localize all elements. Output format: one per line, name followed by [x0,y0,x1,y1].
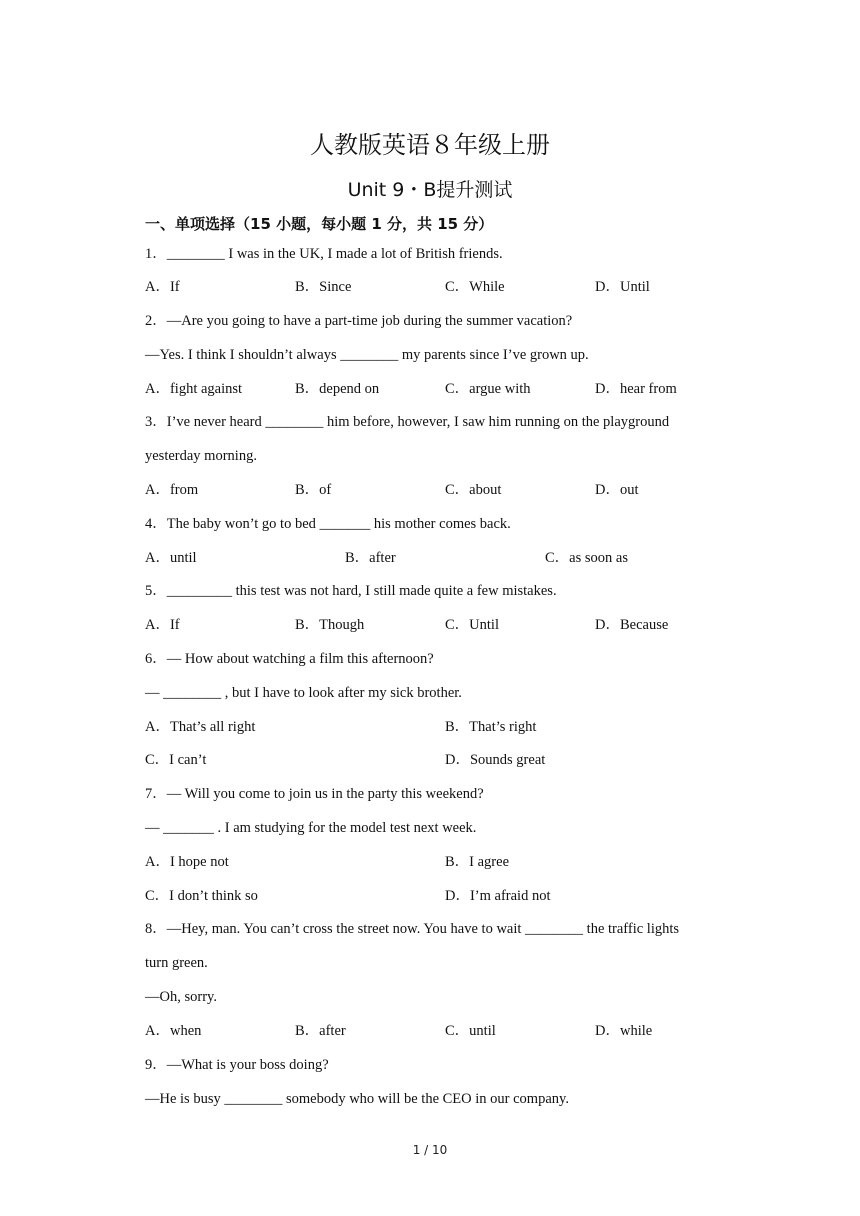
question-7-stem-line2: — _______ . I am studying for the model test next week. [145,820,477,836]
question-9-stem-line2: —He is busy ________ somebody who will be the CEO in our company. [145,1091,569,1107]
question-8-option-b: B．after [295,1023,346,1039]
question-3-stem: 3．I’ve never heard ________ him before, however, I saw him running on the playground [145,414,670,430]
question-2-stem: 2．—Are you going to have a part-time job during the summer vacation? [145,313,573,329]
question-3-option-d: D．out [595,482,639,498]
question-1-option-c: C．While [445,279,505,295]
question-3-option-c: C．about [445,482,502,498]
question-5-option-d: D．Because [595,617,669,633]
question-5-stem: 5．_________ this test was not hard, I still made quite a few mistakes. [145,583,557,599]
question-6-option-a: A．That’s all right [145,719,256,735]
question-8-stem-line2: turn green. [145,955,208,971]
question-5-option-a: A．If [145,617,180,633]
question-9-stem: 9．—What is your boss doing? [145,1057,329,1073]
question-8-option-c: C．until [445,1023,496,1039]
question-8-option-d: D．while [595,1023,653,1039]
question-5-option-c: C．Until [445,617,499,633]
question-8-stem: 8．—Hey, man. You can’t cross the street now. You have to wait ________ the traffic lights [145,921,680,937]
question-4-stem: 4．The baby won’t go to bed _______ his mother comes back. [145,516,511,532]
section-heading: 一、单项选择（15 小题，每小题 1 分，共 15 分） [145,215,494,233]
page-subtitle: Unit 9・B提升测试 [347,179,513,201]
question-8-option-a: A．when [145,1023,202,1039]
question-7-stem: 7．— Will you come to join us in the party this weekend? [145,786,484,802]
question-2-option-c: C．argue with [445,381,531,397]
page-number: 1 / 10 [412,1143,448,1157]
question-2-option-a: A．fight against [145,381,243,397]
question-6-option-d: D．Sounds great [445,752,546,768]
question-3-option-a: A．from [145,482,199,498]
question-4-option-a: A．until [145,550,197,566]
question-2-option-d: D．hear from [595,381,677,397]
question-6-stem-line2: — ________ , but I have to look after my sick brother. [145,685,462,701]
question-3-option-b: B．of [295,482,332,498]
question-2-option-b: B．depend on [295,381,380,397]
question-8-stem-line3: —Oh, sorry. [145,989,217,1005]
question-4-option-b: B．after [345,550,396,566]
question-6-stem: 6．— How about watching a film this afternoon? [145,651,434,667]
question-1-option-b: B．Since [295,279,352,295]
question-6-option-c: C．I can’t [145,752,207,768]
question-3-stem-line2: yesterday morning. [145,448,257,464]
question-2-stem-line2: —Yes. I think I shouldn’t always ________ my parents since I’ve grown up. [145,347,589,363]
question-4-option-c: C．as soon as [545,550,628,566]
question-7-option-b: B．I agree [445,854,510,870]
question-7-option-a: A．I hope not [145,854,229,870]
question-1-stem: 1．________ I was in the UK, I made a lot of British friends. [145,246,503,262]
question-7-option-d: D．I’m afraid not [445,888,551,904]
question-6-option-b: B．That’s right [445,719,537,735]
question-1-option-a: A．If [145,279,180,295]
question-1-option-d: D．Until [595,279,650,295]
page-title: 人教版英语８年级上册 [310,131,550,159]
question-7-option-c: C．I don’t think so [145,888,258,904]
question-5-option-b: B．Though [295,617,365,633]
